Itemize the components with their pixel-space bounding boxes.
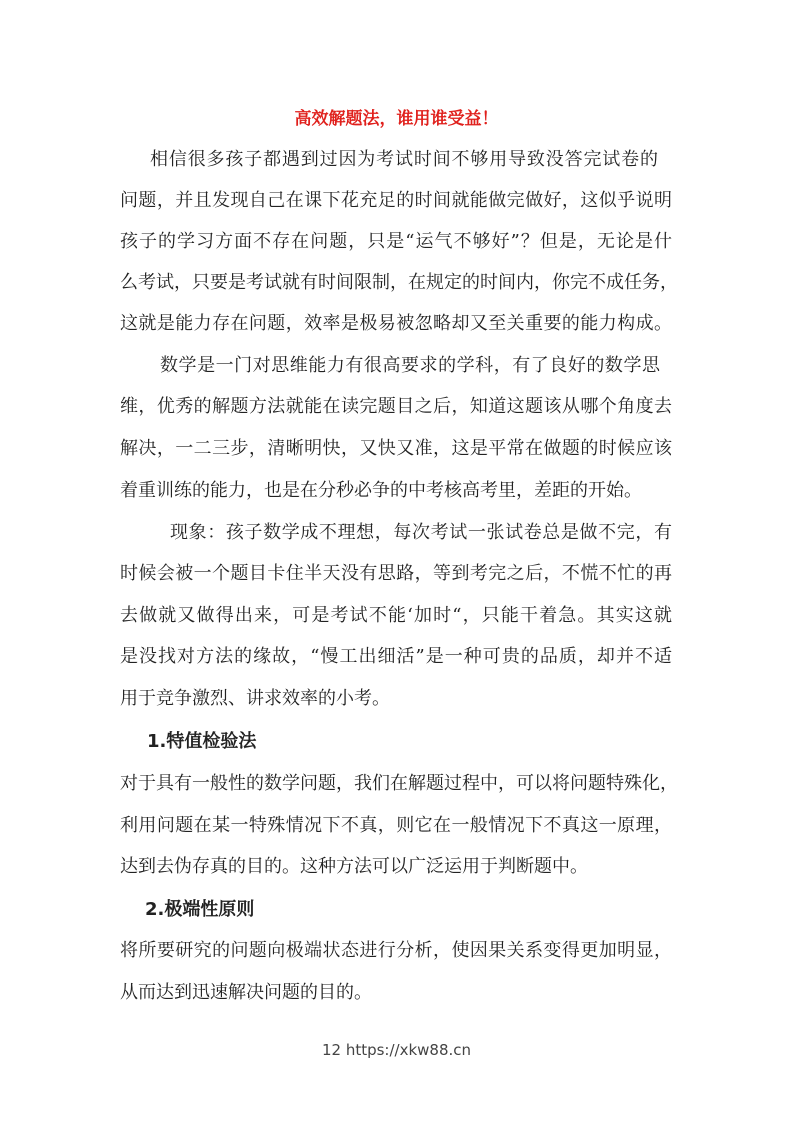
text-line: 数学是一门对思维能力有很高要求的学科，有了良好的数学思 <box>160 355 660 376</box>
text-line: 达到去伪存真的目的。这种方法可以广泛运用于判断题中。 <box>120 856 588 877</box>
text-line: 将所要研究的问题向极端状态进行分析，使因果关系变得更加明显， <box>120 940 672 961</box>
text-line: 问题，并且发现自己在课下花充足的时间就能做完做好，这似乎说明 <box>120 190 672 211</box>
text-line: 解决，一二三步，清晰明快，又快又准，这是平常在做题的时候应该 <box>120 438 672 459</box>
text-line: 去做就又做得出来，可是考试不能‘加时“，只能干着急。其实这就 <box>120 605 672 626</box>
text-line: 是没找对方法的缘故，“慢工出细活”是一种可贵的品质，却并不适 <box>120 646 672 667</box>
text-line: 时候会被一个题目卡住半天没有思路，等到考完之后，不慌不忙的再 <box>120 563 672 584</box>
text-line: 相信很多孩子都遇到过因为考试时间不够用导致没答完试卷的 <box>150 149 658 170</box>
section-heading-2: 2.极端性原则 <box>145 899 255 920</box>
text-line: 用于竞争激烈、讲求效率的小考。 <box>120 688 390 709</box>
text-line: 孩子的学习方面不存在问题，只是“运气不够好”？但是，无论是什 <box>120 231 672 252</box>
text-line: 现象：孩子数学成不理想，每次考试一张试卷总是做不完，有 <box>170 522 672 543</box>
text-line: 从而达到迅速解决问题的目的。 <box>120 982 372 1003</box>
text-line: 么考试，只要是考试就有时间限制，在规定的时间内，你完不成任务， <box>120 272 678 293</box>
text-line: 着重训练的能力，也是在分秒必争的中考核高考里，差距的开始。 <box>120 480 642 501</box>
document-title: 高效解题法，谁用谁受益！ <box>294 109 499 129</box>
text-line: 利用问题在某一特殊情况下不真，则它在一般情况下不真这一原理， <box>120 815 672 836</box>
page-footer: 12 https://xkw88.cn <box>321 1041 472 1059</box>
section-heading-1: 1.特值检验法 <box>147 731 257 752</box>
text-line: 维，优秀的解题方法就能在读完题目之后，知道这题该从哪个角度去 <box>120 396 672 417</box>
text-line: 对于具有一般性的数学问题，我们在解题过程中，可以将问题特殊化， <box>120 773 678 794</box>
text-line: 这就是能力存在问题，效率是极易被忽略却又至关重要的能力构成。 <box>120 313 672 334</box>
